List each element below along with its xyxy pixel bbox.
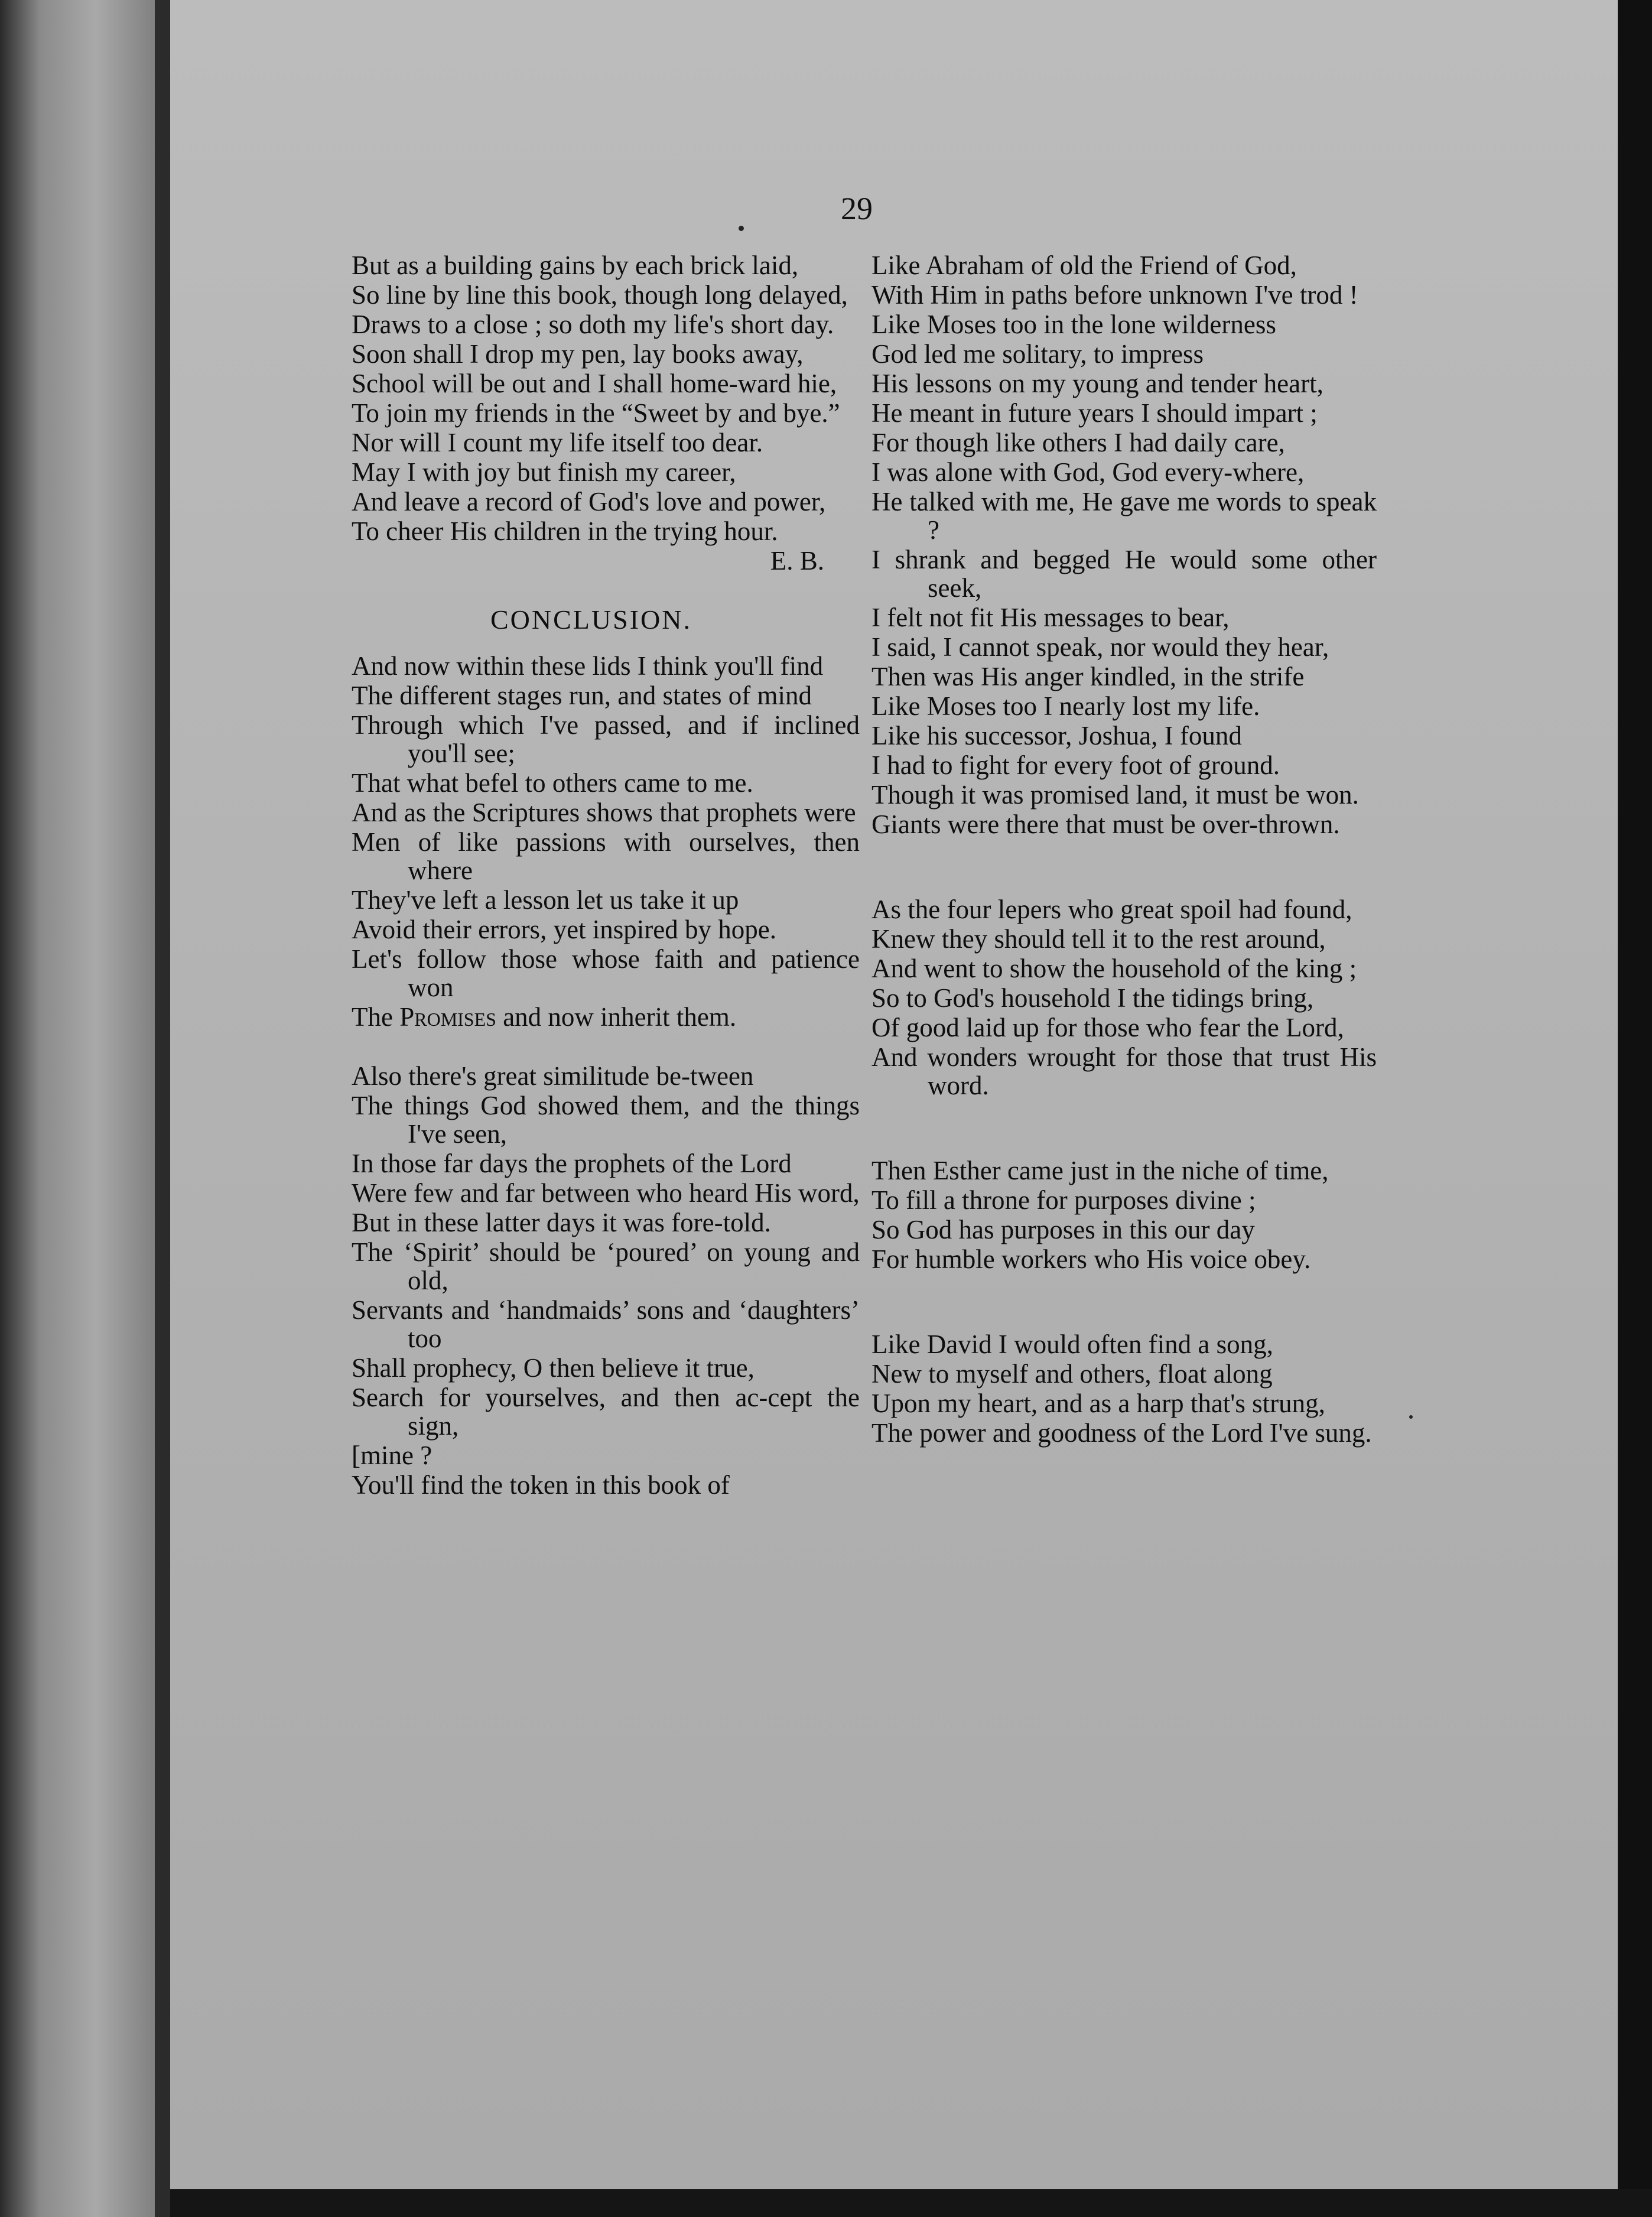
- left-column: [352, 251, 860, 1530]
- poem-line: The power and goodness of the Lord I've sung.: [871, 1418, 1372, 1448]
- poem-line: Like his successor, Joshua, I found: [871, 721, 1242, 750]
- poem-line: Like Moses too in the lone wilderness: [871, 310, 1276, 339]
- poem-line: Servants and ‘handmaids’ sons and ‘daughters’ too: [352, 1295, 860, 1353]
- poem-line: And went to show the household of the king ;: [871, 954, 1357, 983]
- poem-line: New to myself and others, float along: [871, 1359, 1273, 1389]
- book-binding: [0, 0, 160, 2217]
- poem-line: And wonders wrought for those that trust His word.: [871, 1042, 1377, 1100]
- poem-line-carryover: [mine ?: [352, 1441, 432, 1470]
- section-heading: CONCLUSION.: [490, 604, 692, 635]
- poem-line: I shrank and begged He would some other seek,: [871, 545, 1377, 603]
- poem-line: Draws to a close ; so doth my life's short day.: [352, 310, 834, 339]
- poem-stanza: [871, 1330, 1377, 1447]
- poem-line: That what befel to others came to me.: [352, 768, 753, 798]
- poem-line: His lessons on my young and tender heart,: [871, 369, 1323, 398]
- poem-line: Through which I've passed, and if inclined you'll see;: [352, 710, 860, 768]
- poem-line: The things God showed them, and the things I've seen,: [352, 1091, 860, 1149]
- poem-line: And as the Scriptures shows that prophets were: [352, 798, 856, 827]
- poem-line: The ‘Spirit’ should be ‘poured’ on young and old,: [352, 1237, 860, 1295]
- poem-line: He talked with me, He gave me words to speak ?: [871, 487, 1377, 545]
- poem-line: Like David I would often find a song,: [871, 1329, 1273, 1359]
- ink-speck: [739, 226, 744, 231]
- poem-line: With Him in paths before unknown I've trod !: [871, 280, 1358, 310]
- poem-line: School will be out and I shall home-ward hie,: [352, 369, 837, 398]
- binding-edge: [155, 0, 170, 2217]
- page-edge-shadow: [1618, 0, 1652, 2217]
- small-caps-word: Promises: [399, 1002, 496, 1032]
- poem-line: Of good laid up for those who fear the Lord,: [871, 1013, 1344, 1042]
- poem-line: So to God's household I the tidings bring,: [871, 983, 1314, 1013]
- poem-line: Search for yourselves, and then ac-cept the sign,: [352, 1383, 860, 1441]
- poem-line: Knew they should tell it to the rest around,: [871, 924, 1326, 954]
- poem-line: For humble workers who His voice obey.: [871, 1244, 1311, 1274]
- poem-line: And leave a record of God's love and power,: [352, 487, 826, 516]
- poem-line: In those far days the prophets of the Lord: [352, 1149, 792, 1178]
- poem-line: Were few and far between who heard His word,: [352, 1178, 860, 1208]
- poem-line: Like Abraham of old the Friend of God,: [871, 251, 1297, 280]
- poem-line: He meant in future years I should impart ;: [871, 398, 1318, 428]
- poem-line: Upon my heart, and as a harp that's strung,: [871, 1389, 1325, 1418]
- poem-line: Men of like passions with ourselves, then where: [352, 827, 860, 885]
- poem-line: And now within these lids I think you'll find: [352, 651, 824, 681]
- poem-line: So God has purposes in this our day: [871, 1215, 1255, 1244]
- poem-line: They've left a lesson let us take it up: [352, 885, 739, 915]
- poem-line: Soon shall I drop my pen, lay books away,: [352, 339, 804, 369]
- poem-line: Giants were there that must be over-thrown.: [871, 810, 1340, 839]
- poem-line: As the four lepers who great spoil had found,: [871, 895, 1352, 924]
- closing-poem: [352, 251, 860, 575]
- poem-line: I felt not fit His messages to bear,: [871, 603, 1230, 632]
- poem-line: To cheer His children in the trying hour.: [352, 516, 778, 546]
- poem-line: The different stages run, and states of mind: [352, 681, 812, 710]
- poem-stanza: [871, 895, 1377, 1100]
- poem-line: I was alone with God, God every-where,: [871, 457, 1305, 487]
- poem-line: Then Esther came just in the niche of time,: [871, 1156, 1329, 1185]
- poem-line: To fill a throne for purposes divine ;: [871, 1185, 1256, 1215]
- ink-speck: [1409, 1415, 1413, 1419]
- poem-stanza: [871, 1156, 1377, 1273]
- right-column: [871, 251, 1377, 1478]
- poem-line: But as a building gains by each brick laid,: [352, 251, 799, 280]
- conclusion-stanza: [352, 1062, 860, 1499]
- conclusion-stanza: [352, 652, 860, 1031]
- poem-line: Nor will I count my life itself too dear.: [352, 428, 763, 457]
- poem-line: The Promises and now inherit them.: [352, 1002, 737, 1032]
- poem-line: I said, I cannot speak, nor would they hear,: [871, 632, 1329, 662]
- poem-line: You'll find the token in this book of: [352, 1470, 730, 1500]
- poem-line: Avoid their errors, yet inspired by hope.: [352, 915, 776, 944]
- poem-line: But in these latter days it was fore-told.: [352, 1208, 771, 1237]
- poem-line: Also there's great similitude be-tween: [352, 1061, 754, 1091]
- poem-line: Then was His anger kindled, in the strife: [871, 662, 1305, 691]
- poem-line: Let's follow those whose faith and patience won: [352, 944, 860, 1002]
- poem-line: To join my friends in the “Sweet by and bye.”: [352, 398, 840, 428]
- poem-line: Though it was promised land, it must be won.: [871, 780, 1359, 810]
- poem-line: For though like others I had daily care,: [871, 428, 1285, 457]
- poem-line: Like Moses too I nearly lost my life.: [871, 691, 1260, 721]
- poem-line: Shall prophecy, O then believe it true,: [352, 1353, 755, 1383]
- poem-stanza: [871, 251, 1377, 838]
- page-bottom-shadow: [170, 2189, 1652, 2217]
- page-number: 29: [841, 191, 873, 226]
- poem-line: God led me solitary, to impress: [871, 339, 1204, 369]
- author-signature: E. B.: [770, 546, 824, 576]
- poem-line: I had to fight for every foot of ground.: [871, 750, 1280, 780]
- poem-line: So line by line this book, though long delayed,: [352, 280, 848, 310]
- poem-line: May I with joy but finish my career,: [352, 457, 736, 487]
